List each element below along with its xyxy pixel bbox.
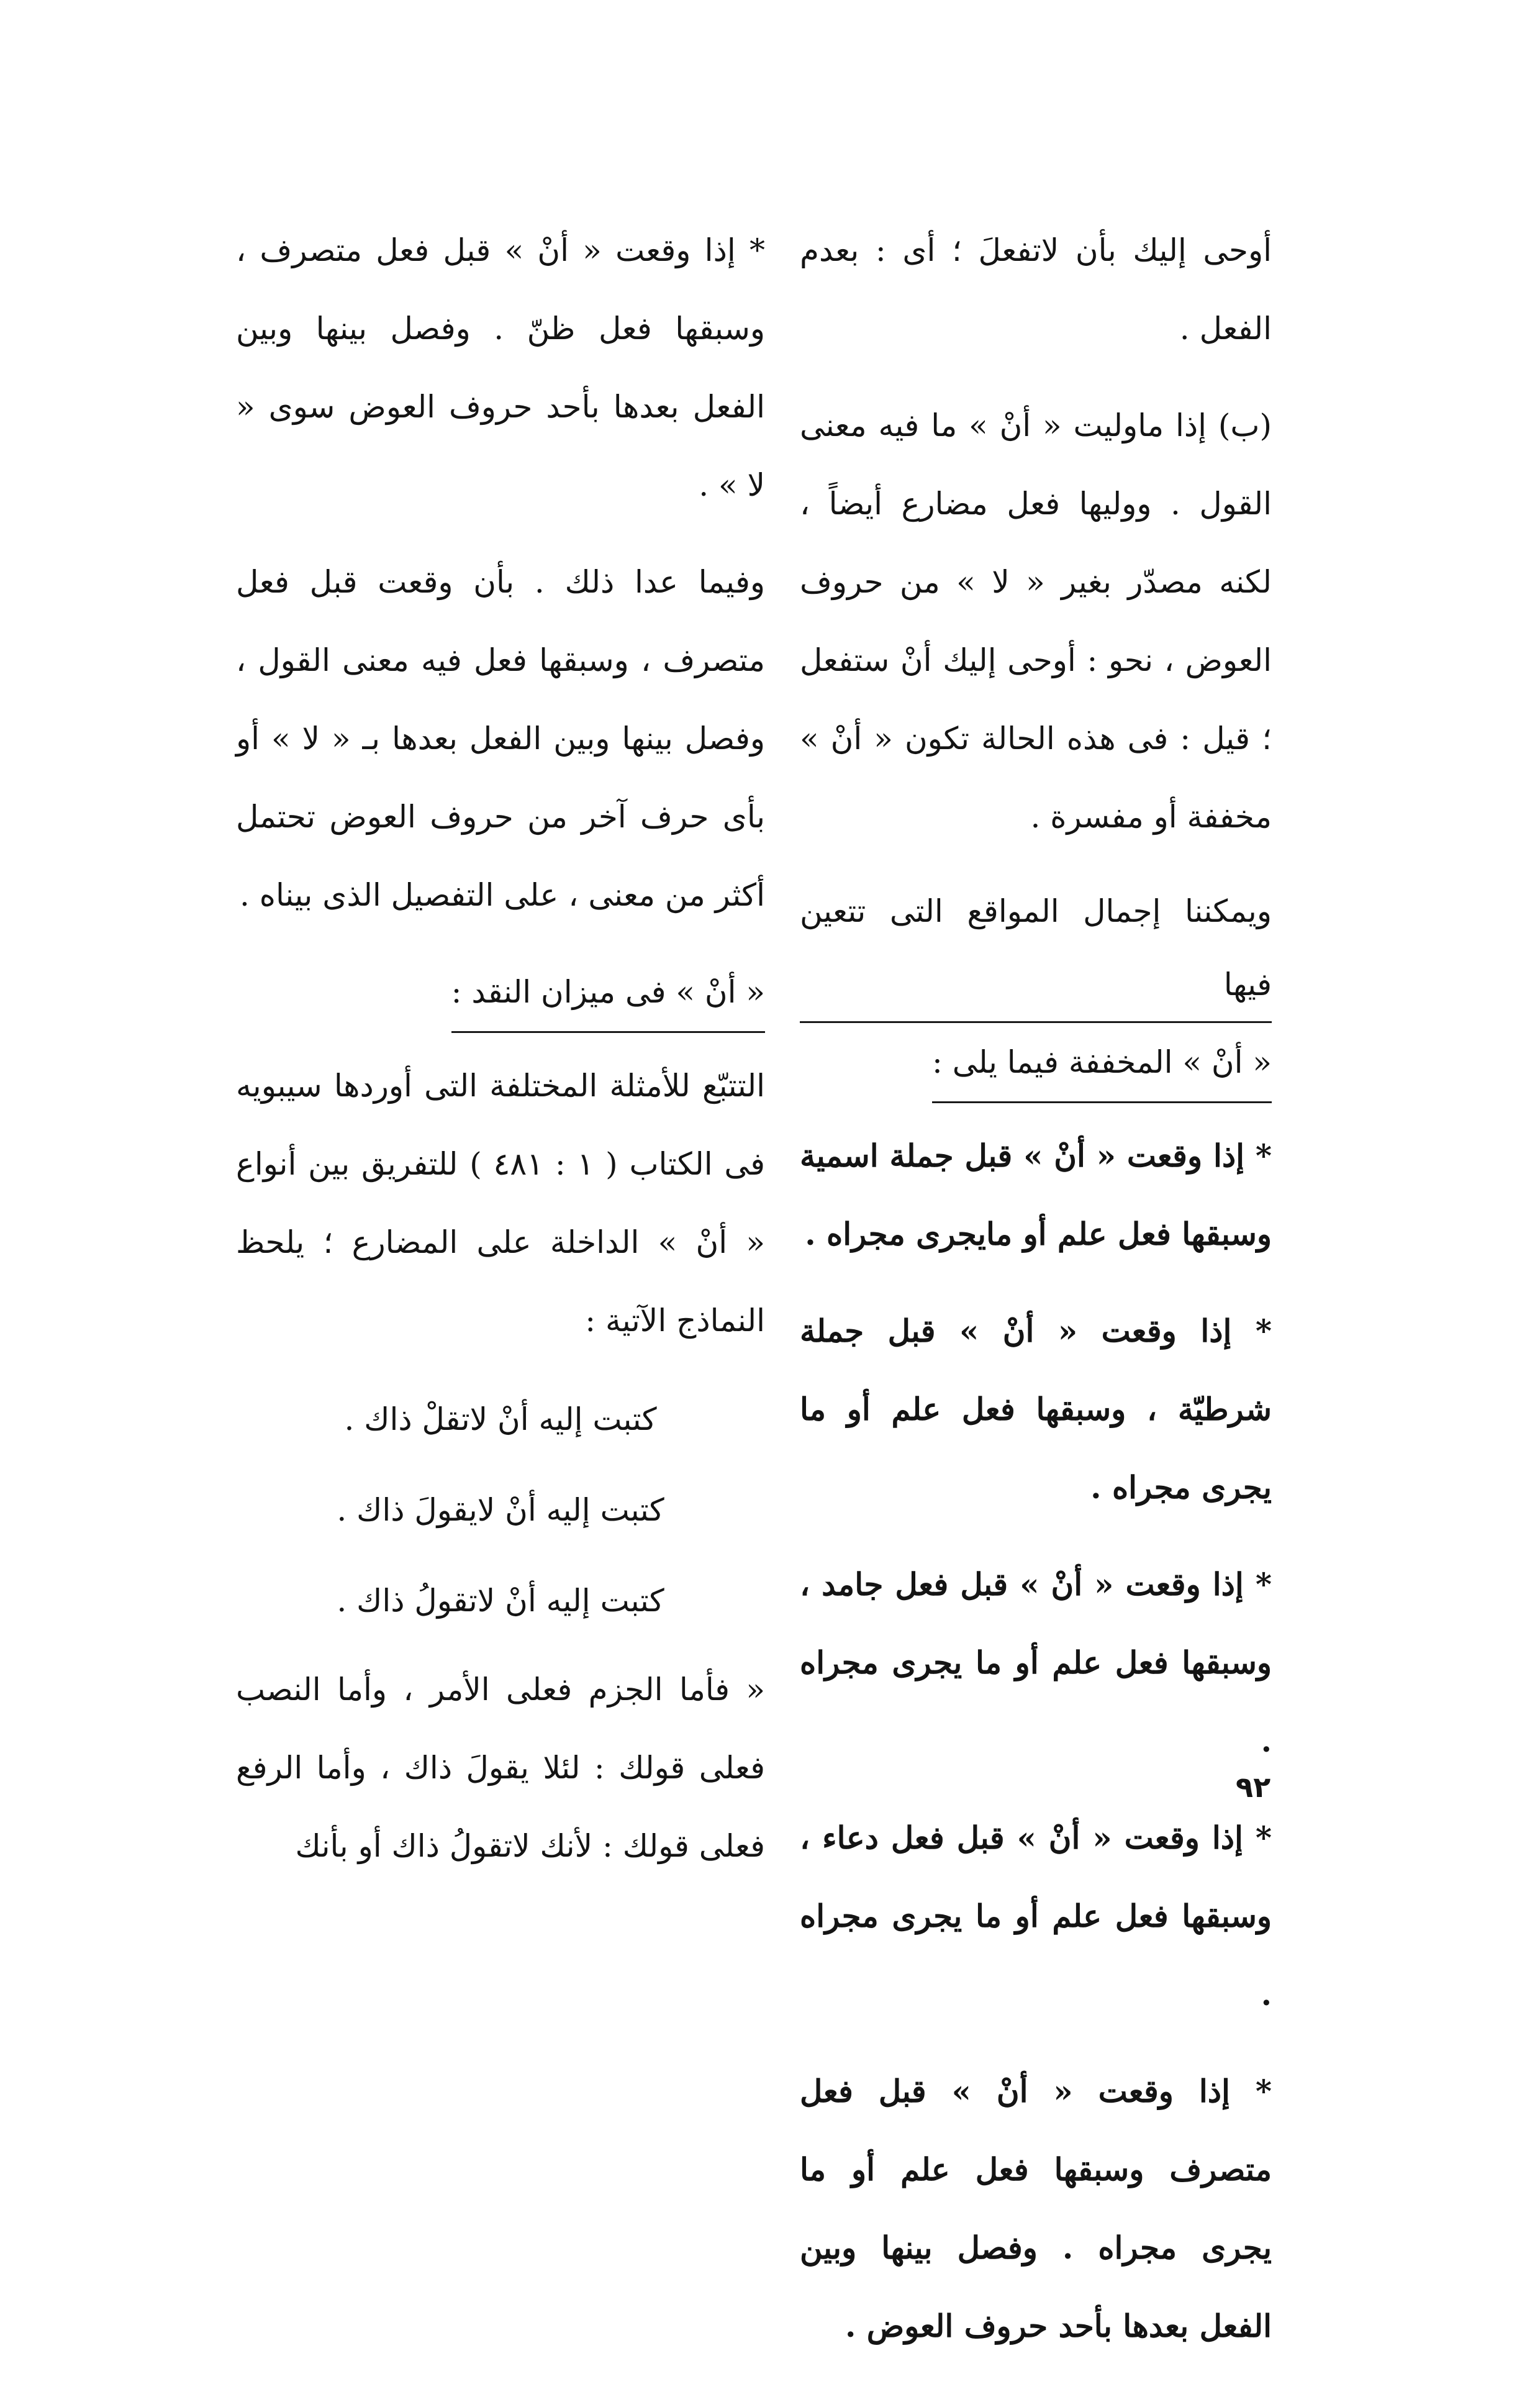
right-paragraph-2: (ب) إذا ماوليت « أنْ » ما فيه معنى القول . ووليها فعل مضارع أيضاً ، لكنه مصدّر بغير « لا » من حروف العوض ، نحو : أوحى إليك أنْ ستفعل ؛ قيل : فى هذه الحالة تكون « أنْ » مخففة أو مفسرة . [800,407,1272,835]
left-paragraph-4: « فأما الجزم فعلى الأمر ، وأما النصب فعلى قولك : لئلا يقولَ ذاك ، وأما الرفع فعلى قولك : لأنك لاتقولُ ذاك أو بأنك [236,1672,765,1864]
list-item-2: * إذا وقعت « أنْ » قبل جملة شرطيّة ، وسبقها فعل علم أو ما يجرى مجراه . [800,1313,1272,1506]
critique-heading-wrap [236,953,765,1047]
page-number: ٩٢ [1236,1770,1271,1804]
example-sentence-1: كتبت إليه أنْ لاتقلْ ذاك . [344,1401,657,1437]
list-item-1: * إذا وقعت « أنْ » قبل جملة اسمية وسبقها فعل علم أو مايجرى مجراه . [800,1137,1272,1252]
example-sentence-3: كتبت إليه أنْ لاتقولُ ذاك . [337,1583,664,1619]
section-heading-line-2: « أنْ » المخففة فيما يلى : [932,1023,1272,1103]
example-sentence-2: كتبت إليه أنْ لايقولَ ذاك . [337,1492,664,1528]
left-paragraph-3: التتبّع للأمثلة المختلفة التى أوردها سيبويه فى الكتاب ( ١ : ٤٨١ ) للتفريق بين أنواع « أنْ » الداخلة على المضارع ؛ يلحظ النماذج الآتية : [236,1068,765,1339]
section-heading [800,875,1272,1103]
list-item-3: * إذا وقعت « أنْ » قبل فعل جامد ، وسبقها فعل علم أو ما يجرى مجراه . [800,1566,1272,1759]
left-column [236,211,765,1904]
critique-heading: « أنْ » فى ميزان النقد : [451,953,765,1033]
left-paragraph-1: * إذا وقعت « أنْ » قبل فعل متصرف ، وسبقها فعل ظنّ . وفصل بينها وبين الفعل بعدها بأحد حروف العوض سوى « لا » . [236,232,765,503]
section-heading-line-1: ويمكننا إجمال المواقع التى تتعين فيها [800,875,1272,1023]
right-paragraph-1: أوحى إليك بأن لاتفعلَ ؛ أى : بعدم الفعل . [800,232,1272,347]
left-paragraph-2: وفيما عدا ذلك . بأن وقعت قبل فعل متصرف ، وسبقها فعل فيه معنى القول ، وفصل بينها وبين الفعل بعدها بـ « لا » أو بأى حرف آخر من حروف العوض تحتمل أكثر من معنى ، على التفصيل الذى بيناه . [236,564,765,913]
list-item-4: * إذا وقعت « أنْ » قبل فعل دعاء ، وسبقها فعل علم أو ما يجرى مجراه . [800,1819,1272,2013]
right-column [800,211,1272,2384]
list-item-5: * إذا وقعت « أنْ » قبل فعل متصرف وسبقها فعل علم أو ما يجرى مجراه . وفصل بينها وبين الفعل بعدها بأحد حروف العوض . [800,2073,1272,2344]
